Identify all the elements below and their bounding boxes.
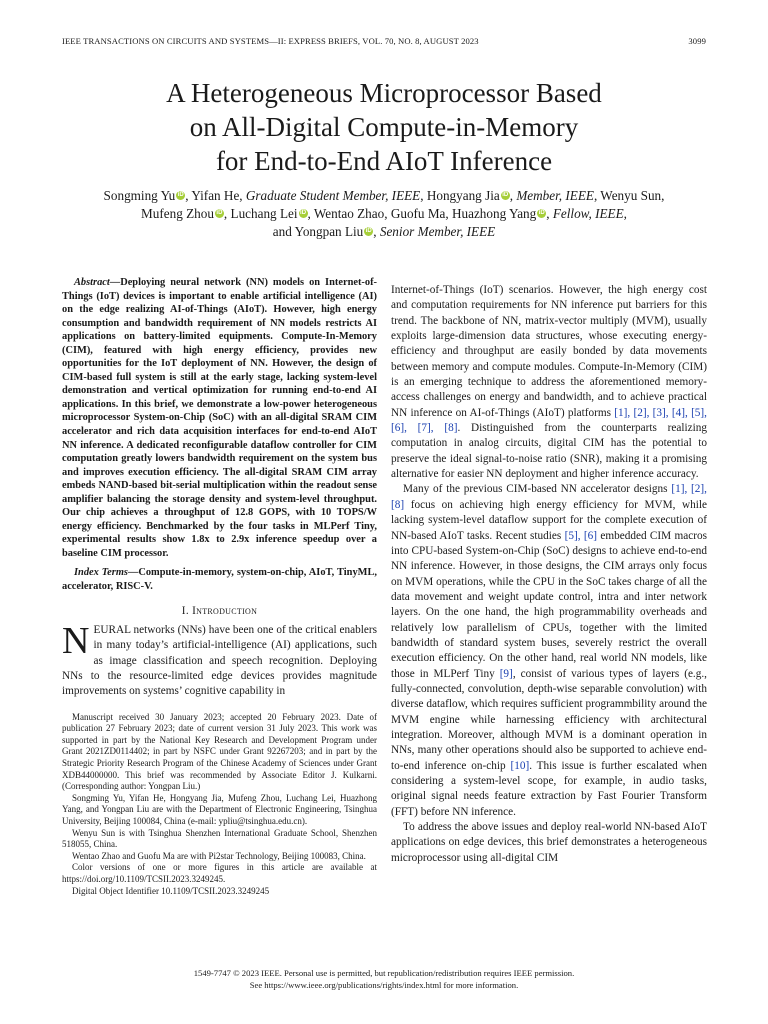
author-line (62, 223, 706, 241)
author-separator: , (373, 224, 380, 239)
orcid-icon[interactable]: iD (177, 192, 184, 198)
copyright-notice (62, 968, 706, 991)
drop-cap: N (62, 619, 90, 662)
body-paragraph (391, 283, 707, 482)
page-number: 3099 (688, 36, 706, 46)
abstract (62, 276, 377, 560)
body-text: focus on achieving high energy efficiency for MVM, while lacking system-level dataflow support for the complete execution of NN-based AIoT tasks. Recent studies (391, 498, 707, 542)
intro-text: EURAL networks (NNs) have been one of the critical enablers in many today’s artificial-intelligence (AI) applications, such as image classification and speech recognition. Deploying NNs to the resource-limited edge devices provides magnitude improvements on systems’ cognitive capability in (62, 623, 377, 698)
author-separator: , (546, 206, 553, 221)
body-paragraph: To address the above issues and deploy real-world NN-based AIoT applications on edge devices, this brief demonstrates a heterogeneous microprocessor using all-digital CIM (391, 821, 707, 864)
body-text: . This issue is further escalated when considering a system-level scope, for example, in audio tasks, original signal needs feature extraction by Fast Fourier Transform (FFT) before NN inference. (391, 759, 708, 818)
author-name: , Luchang Lei (223, 206, 298, 221)
footnote: Color versions of one or more figures in this article are available at https://doi.org/10.1109/TCSII.2023.3249245. (62, 862, 377, 884)
citation-link[interactable]: [5], [6] (564, 529, 598, 542)
body-text: Internet-of-Things (IoT) scenarios. However, the high energy cost and computation requirements for NN inference put barriers for this trend. The backbone of NN, matrix-vector multiply (MVM), usually exploits large-dimension data structures, whose executing energy-efficiency and throughput are easily bonded by data movements between memory and compute modules. Compute-In-Memory (CIM) is an emerging technique to address the aforementioned memory-access challenges on energy and bandwidth, and to achieve practical NN inference on AI-of-Things (AIoT) platforms (391, 284, 707, 419)
author-name: , Hongyang Jia (420, 188, 500, 203)
footnote: Manuscript received 30 January 2023; accepted 20 February 2023. Date of publication 27 February 2023; date of current version 31 July 2023. This work was supported in part by the National Key Research and Development Program under Grant 2021ZD0114402; in part by NSFC under Grant 92267203; and in part by the Strategic Priority Research Program of the Chinese Academy of Sciences under Grant XDB44000000. This brief was recommended by Associate Editor J. Kulkarni. (Corresponding author: Yongpan Liu.) (62, 711, 377, 792)
abstract-label: Abstract (74, 277, 110, 288)
citation-link[interactable]: [10] (510, 759, 530, 772)
intro-paragraph (62, 619, 377, 700)
author-name: , Wentao Zhao, Guofu Ma, Huazhong Yang (307, 206, 537, 221)
orcid-icon[interactable]: iD (300, 210, 307, 216)
index-terms-label: Index Terms (74, 567, 128, 579)
author-name: Mufeng Zhou (141, 206, 214, 221)
footnote: Wentao Zhao and Guofu Ma are with Pi2star Technology, Beijing 100083, China. (72, 850, 366, 861)
author-name: , Yifan He, (185, 188, 246, 203)
footnotes (62, 712, 377, 898)
left-column (62, 276, 377, 897)
copyright-line: 1549-7747 © 2023 IEEE. Personal use is permitted, but republication/redistribution requires IEEE permission. (193, 968, 575, 978)
body-paragraph (391, 482, 707, 820)
index-terms-text: —Compute-in-memory, system-on-chip, AIoT, TinyML, accelerator, RISC-V. (62, 567, 377, 593)
orcid-icon[interactable]: iD (502, 192, 509, 198)
right-column (391, 283, 707, 866)
author-name: , Wenyu Sun, (593, 188, 665, 203)
copyright-line: See https://www.ieee.org/publications/rights/index.html for more information. (249, 979, 519, 990)
footnote: Songming Yu, Yifan He, Hongyang Jia, Mufeng Zhou, Luchang Lei, Huazhong Yang, and Yongpan Liu are with the Department of Electronic Engineering, Tsinghua University, Beijing 100084, China (e-mail: ypliu@tsinghua.edu.cn). (62, 792, 377, 826)
author-list (62, 187, 706, 241)
author-line (62, 205, 706, 223)
abstract-text: —Deploying neural network (NN) models on Internet-of-Things (IoT) devices is important to enable artificial intelligence (AI) on the edge realizing AI-of-Things (AIoT). However, high energy consumption and bandwidth requirement of NN models restricts AI applications on battery-limited equipments. Compute-In-Memory (CIM), featured with high energy efficiency, provides new opportunities for the IoT deployment of NN. However, the design of CIM-based full system is still at the early stage, lacking system-level demonstration and vertical optimization for running end-to-end AI applications. In this brief, we demonstrate a low-power heterogeneous microprocessor System-on-Chip (SoC) with an all-digital SRAM CIM accelerator and rich data acquisition interfaces for end-to-end AIoT NN inference. A dedicated reconfigurable dataflow controller for CIM computation greatly lowers bandwidth requirement on the system bus and improves execution efficiency. The all-digital SRAM CIM array embeds NAND-based bit-serial multiplication within the readout sense amplifier balancing the storage density and system-level throughput. Our chip achieves a throughput of 12.8 GOPS, with 10 TOPS/W energy efficiency. Benchmarked by the four tasks in MLPerf Tiny, experimental results show 1.8x to 2.9x inference speedup over a baseline CIM processor. (62, 277, 377, 559)
citation-link[interactable]: [1], [2], [8] (391, 483, 707, 511)
journal-name: IEEE TRANSACTIONS ON CIRCUITS AND SYSTEMS—II: EXPRESS BRIEFS, VOL. 70, NO. 8, AUGUST 2023 (62, 36, 479, 46)
footnote: Wenyu Sun is with Tsinghua Shenzhen International Graduate School, Shenzhen 518055, China. (62, 827, 377, 850)
orcid-icon[interactable]: iD (365, 228, 372, 234)
title-line: on All-Digital Compute-in-Memory (189, 112, 579, 142)
orcid-icon[interactable]: iD (216, 210, 223, 216)
author-name: and Yongpan Liu (272, 224, 364, 239)
citation-link[interactable]: [1], [2], [3], [4], [5], [6], [7], [8] (391, 406, 707, 435)
section-heading: I. Introduction (181, 604, 258, 617)
author-membership: Fellow, IEEE (552, 206, 624, 221)
title-line: A Heterogeneous Microprocessor Based (166, 78, 602, 108)
orcid-icon[interactable]: iD (538, 210, 545, 216)
footnote: Digital Object Identifier 10.1109/TCSII.2023.3249245 (72, 885, 270, 896)
author-membership: Member, IEEE (516, 188, 594, 203)
body-text: embedded CIM macros into CPU-based System-on-Chip (SoC) designs to achieve end-to-end NN inference. However, in those designs, the CIM arrays only focus on MVM operations, while the CPU in the SoC takes charge of all the data movement and weight update control, intra and inter network layers. On the one hand, the high programmability overheads and relatively low parallelism of CPUs, together with the limited bandwidth of standard system buses, severely restrict the overall execution efficiency. On the other hand, real world NN models, like those in MLPerf Tiny (391, 529, 707, 680)
author-line (62, 187, 706, 205)
author-membership: Graduate Student Member, IEEE (245, 188, 421, 203)
running-header (62, 36, 706, 46)
citation-link[interactable]: [9] (499, 667, 513, 680)
title-line: for End-to-End AIoT Inference (215, 146, 553, 176)
author-name: Songming Yu (103, 188, 176, 203)
index-terms (62, 566, 377, 593)
author-separator: , (623, 206, 627, 221)
paper-title (62, 76, 706, 178)
body-text: , consist of various types of layers (e.g., fully-connected, convolution, depth-wise separable convolution) with diverse dataflow, which requires sufficient programmbility around the MVM engine while harnessing efficiency with architectural integration. Moreover, although MVM is a dominant operation in NNs, many other operations should also be supported to achieve end-to-end inference on-chip (391, 667, 707, 772)
body-text: . Distinguished from the counterparts realizing computation in analog circuits, digital CIM has the potential to preserve the ideal signal-to-noise ratio (SNR), making it a promising alternative for easier NN deployment and higher inference accuracy. (391, 422, 707, 481)
author-separator: , (509, 188, 517, 203)
author-membership: Senior Member, IEEE (379, 224, 496, 239)
body-text: Many of the previous CIM-based NN accelerator designs (403, 483, 672, 496)
